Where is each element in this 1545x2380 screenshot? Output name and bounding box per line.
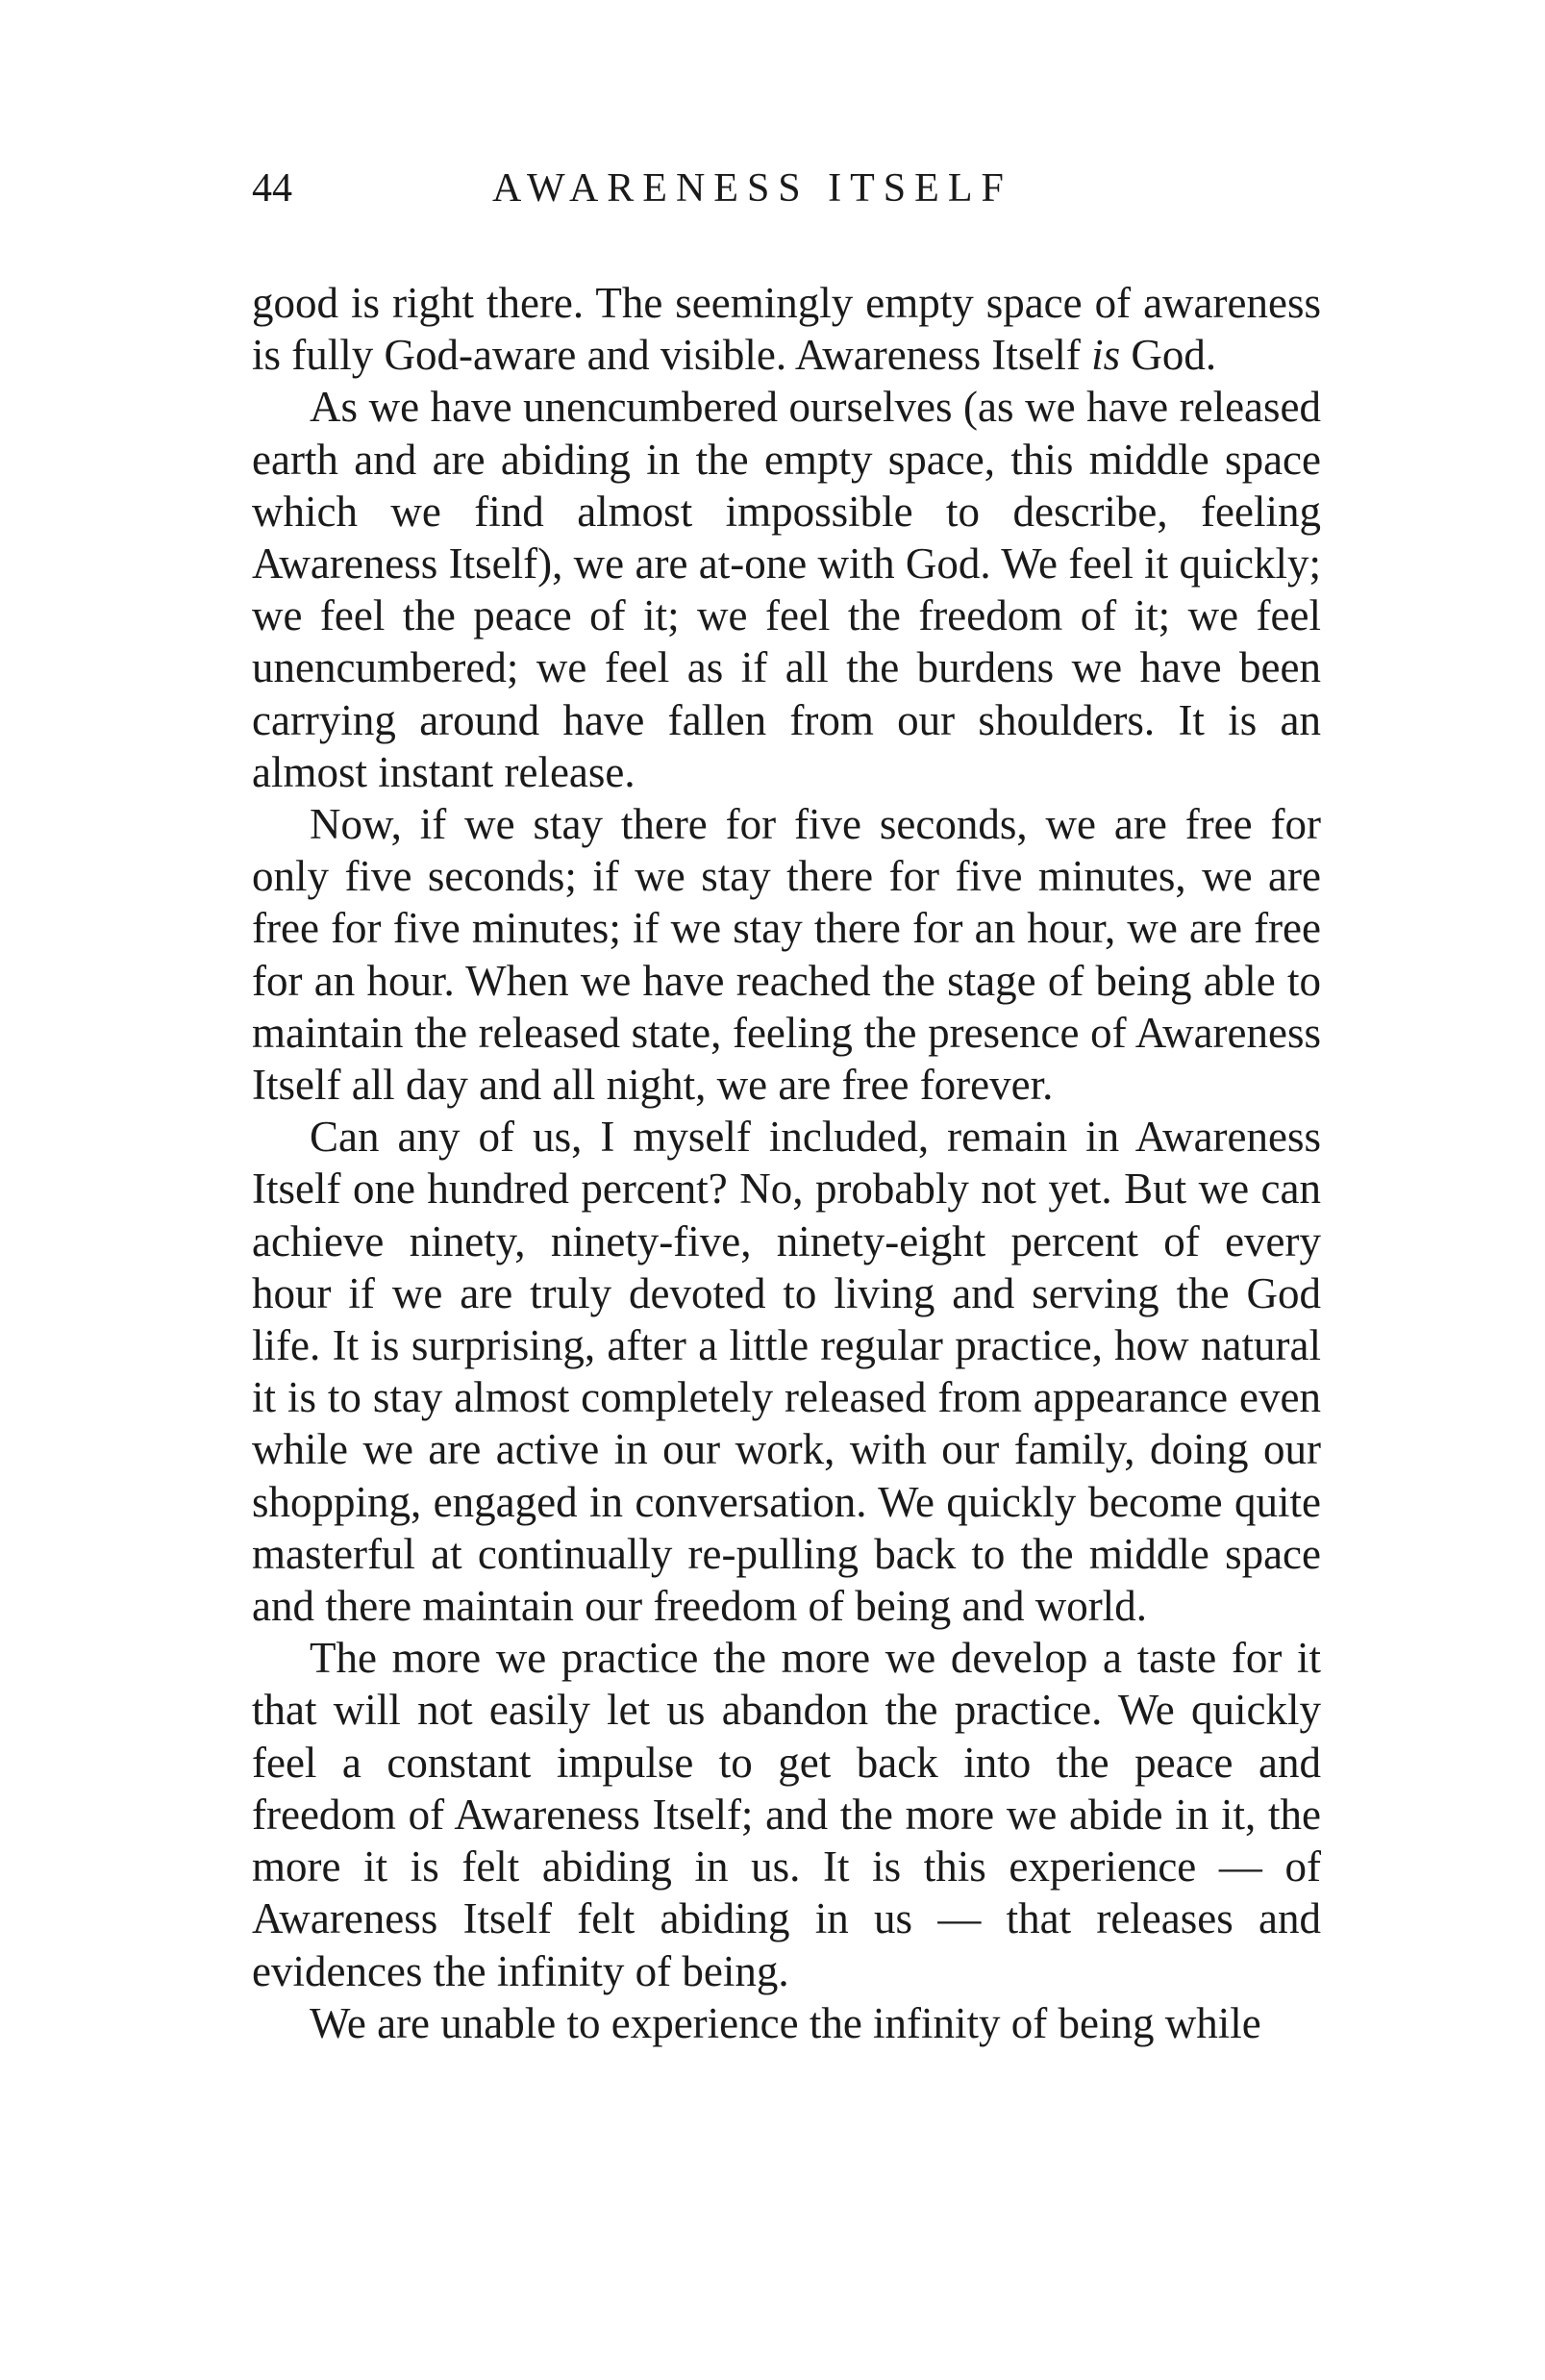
paragraph-3: Now, if we stay there for five seconds, we are free for only five seconds; if we stay there for five minutes, we are free for five minutes; if we stay there for an hour, we are free for an hour. When we have reached the stage of being able to maintain the released state, feeling the presence of Awareness Itself all day and all night, we are free forever. bbox=[252, 800, 1321, 1110]
running-title: AWARENESS ITSELF bbox=[492, 166, 1012, 211]
paragraph-5: The more we practice the more we develop a taste for it that will not easily let us abandon the practice. We quickly feel a constant impulse to get back into the peace and freedom of Awareness Itself; and the more we abide in it, the more it is felt abiding in us. It is this experience — of Awareness Itself felt abiding in us — that releases and evidences the infinity of being. bbox=[252, 1634, 1321, 1995]
body-text bbox=[252, 277, 1321, 2049]
emphasis-is: is bbox=[1091, 331, 1121, 380]
paragraph-1-text-start: good is right there. The seemingly empty space of awareness is fully God-aware and visible. Awareness Itself bbox=[252, 279, 1321, 380]
paragraph-2: As we have unencumbered ourselves (as we have released earth and are abiding in the empty space, this middle space which we find almost impossible to describe, feeling Awareness Itself), we are at-one with God. We feel it quickly; we feel the peace of it; we feel the freedom of it; we feel unencumbered; we feel as if all the burdens we have been carrying around have fallen from our shoulders. It is an almost instant release. bbox=[252, 383, 1321, 796]
page-number: 44 bbox=[252, 166, 292, 211]
paragraph-1 bbox=[252, 277, 1321, 381]
paragraph-6: We are unable to experience the infinity of being while bbox=[310, 1998, 1261, 2047]
running-head bbox=[252, 162, 1321, 215]
paragraph-4: Can any of us, I myself included, remain in Awareness Itself one hundred percent? No, probably not yet. But we can achieve ninety, ninety-five, ninety-eight percent of every hour if we are truly devoted to living and serving the God life. It is surprising, after a little regular practice, how natural it is to stay almost completely released from appearance even while we are active in our work, with our family, doing our shopping, engaged in conversation. We quickly become quite masterful at continually re-pulling back to the middle space and there maintain our freedom of being and world. bbox=[252, 1113, 1321, 1631]
paragraph-1-text-end: God. bbox=[1120, 331, 1217, 380]
